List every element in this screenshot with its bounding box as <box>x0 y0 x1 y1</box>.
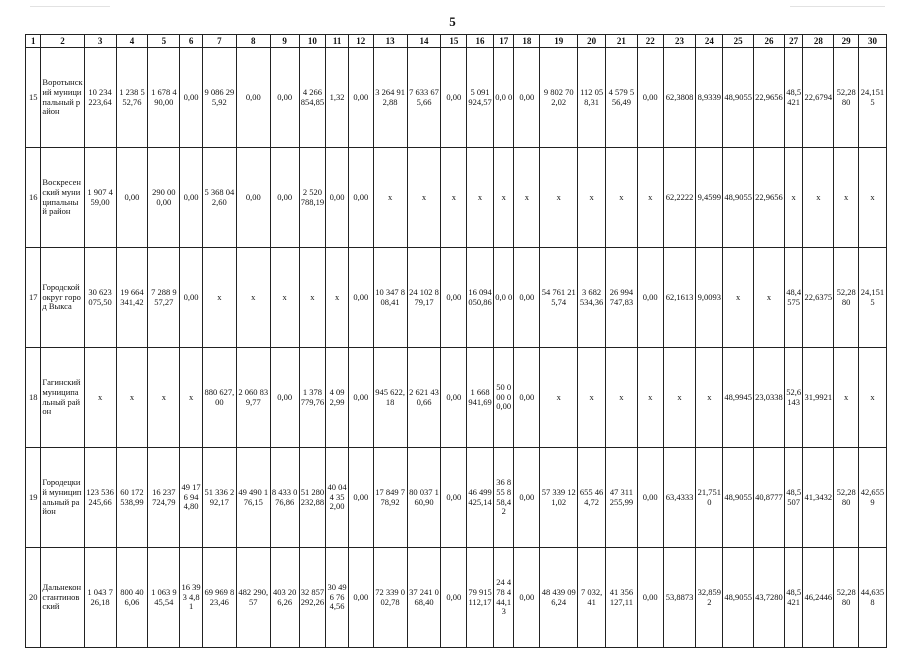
value-cell: 4 579 556,49 <box>605 48 637 148</box>
value-cell: 57 339 121,02 <box>540 448 578 548</box>
data-table <box>25 34 887 648</box>
value-cell: x <box>605 348 637 448</box>
value-cell: 0,00 <box>514 548 540 648</box>
value-cell: 0,00 <box>348 548 373 648</box>
column-number-cell: 7 <box>202 35 236 48</box>
value-cell: 10 234 223,64 <box>84 48 116 148</box>
value-cell: x <box>605 148 637 248</box>
value-cell: 48,9055 <box>723 148 754 248</box>
value-cell: x <box>540 348 578 448</box>
value-cell: 7 633 675,66 <box>407 48 441 148</box>
value-cell: 48 439 096,24 <box>540 548 578 648</box>
value-cell: 0,00 <box>236 148 270 248</box>
value-cell: 0,00 <box>441 348 467 448</box>
value-cell: x <box>696 348 723 448</box>
value-cell: 22,9656 <box>754 48 785 148</box>
value-cell: 26 994 747,83 <box>605 248 637 348</box>
value-cell: 4 266 854,85 <box>299 48 326 148</box>
value-cell: 10 347 808,41 <box>373 248 407 348</box>
value-cell: x <box>202 248 236 348</box>
value-cell: 1 378 779,76 <box>299 348 326 448</box>
column-number-cell: 29 <box>834 35 859 48</box>
column-number-cell: 13 <box>373 35 407 48</box>
value-cell: 1 907 459,00 <box>84 148 116 248</box>
row-number-cell: 19 <box>26 448 41 548</box>
value-cell: 63,4333 <box>663 448 696 548</box>
column-number-row <box>26 35 887 48</box>
value-cell: 0,00 <box>637 448 663 548</box>
value-cell: 3 264 912,88 <box>373 48 407 148</box>
column-number-cell: 24 <box>696 35 723 48</box>
column-number-cell: 15 <box>441 35 467 48</box>
value-cell: 21,7510 <box>696 448 723 548</box>
column-number-cell: 12 <box>348 35 373 48</box>
value-cell: 49 490 176,15 <box>236 448 270 548</box>
value-cell: 31,9921 <box>803 348 834 448</box>
value-cell: 23,0338 <box>754 348 785 448</box>
value-cell: 36 855 858,42 <box>493 448 514 548</box>
value-cell: 123 536 245,66 <box>84 448 116 548</box>
value-cell: 0,00 <box>441 248 467 348</box>
municipality-name-cell: Воскресенский муниципальный район <box>41 148 84 248</box>
value-cell: 49 176 944,80 <box>180 448 203 548</box>
value-cell: 52,6143 <box>784 348 803 448</box>
value-cell: 22,6794 <box>803 48 834 148</box>
value-cell: 1 043 726,18 <box>84 548 116 648</box>
column-number-cell: 22 <box>637 35 663 48</box>
value-cell: 32,8592 <box>696 548 723 648</box>
column-number-cell: 25 <box>723 35 754 48</box>
value-cell: 48,5421 <box>784 548 803 648</box>
column-number-cell: 30 <box>858 35 886 48</box>
value-cell: 48,9055 <box>723 548 754 648</box>
value-cell: 17 849 778,92 <box>373 448 407 548</box>
value-cell: 0,00 <box>270 148 299 248</box>
value-cell: 52,2880 <box>834 548 859 648</box>
value-cell: x <box>834 148 859 248</box>
column-number-cell: 11 <box>326 35 349 48</box>
municipality-name-cell: Городецкий муниципальный район <box>41 448 84 548</box>
value-cell: 8,9339 <box>696 48 723 148</box>
value-cell: 43,7280 <box>754 548 785 648</box>
value-cell: 8 433 076,86 <box>270 448 299 548</box>
value-cell: 0,00 <box>514 48 540 148</box>
table-row <box>26 48 887 148</box>
table-body <box>26 35 887 648</box>
value-cell: 800 406,06 <box>116 548 148 648</box>
value-cell: x <box>637 148 663 248</box>
value-cell: 62,3808 <box>663 48 696 148</box>
column-number-cell: 21 <box>605 35 637 48</box>
value-cell: x <box>270 248 299 348</box>
value-cell: 54 761 215,74 <box>540 248 578 348</box>
value-cell: 79 915 112,17 <box>467 548 494 648</box>
column-number-cell: 14 <box>407 35 441 48</box>
row-number-cell: 17 <box>26 248 41 348</box>
column-number-cell: 9 <box>270 35 299 48</box>
value-cell: 0,00 <box>348 148 373 248</box>
value-cell: 0,00 <box>180 48 203 148</box>
column-number-cell: 4 <box>116 35 148 48</box>
value-cell: 1 238 552,76 <box>116 48 148 148</box>
value-cell: 48,9055 <box>723 448 754 548</box>
value-cell: x <box>834 348 859 448</box>
value-cell: 16 393 4,81 <box>180 548 203 648</box>
row-number-cell: 20 <box>26 548 41 648</box>
value-cell: x <box>236 248 270 348</box>
value-cell: 290 000,00 <box>148 148 180 248</box>
value-cell: x <box>663 348 696 448</box>
value-cell: 112 058,31 <box>578 48 606 148</box>
value-cell: 0,00 <box>270 48 299 148</box>
row-number-cell: 16 <box>26 148 41 248</box>
value-cell: 0,00 <box>514 448 540 548</box>
value-cell: 9,4599 <box>696 148 723 248</box>
value-cell: 0,00 <box>637 48 663 148</box>
value-cell: 47 311 255,99 <box>605 448 637 548</box>
column-number-cell: 5 <box>148 35 180 48</box>
value-cell: x <box>84 348 116 448</box>
value-cell: x <box>326 248 349 348</box>
value-cell: 0,0 0 <box>493 48 514 148</box>
value-cell: 0,00 <box>348 348 373 448</box>
value-cell: 2 520 788,19 <box>299 148 326 248</box>
value-cell: 5 368 042,60 <box>202 148 236 248</box>
value-cell: 0,00 <box>441 48 467 148</box>
value-cell: 24 478 444,13 <box>493 548 514 648</box>
top-edge-rule-left <box>30 6 110 7</box>
value-cell: 72 339 002,78 <box>373 548 407 648</box>
value-cell: 0,00 <box>514 248 540 348</box>
row-number-cell: 15 <box>26 48 41 148</box>
value-cell: 7 288 957,27 <box>148 248 180 348</box>
value-cell: 1,32 <box>326 48 349 148</box>
column-number-cell: 6 <box>180 35 203 48</box>
value-cell: 40 044 352,00 <box>326 448 349 548</box>
value-cell: 40,8777 <box>754 448 785 548</box>
value-cell: 655 464,72 <box>578 448 606 548</box>
value-cell: 1 678 490,00 <box>148 48 180 148</box>
value-cell: 0,00 <box>348 448 373 548</box>
value-cell: x <box>299 248 326 348</box>
value-cell: 51 336 292,17 <box>202 448 236 548</box>
value-cell: x <box>373 148 407 248</box>
row-number-cell: 18 <box>26 348 41 448</box>
value-cell: 24 102 879,17 <box>407 248 441 348</box>
column-number-cell: 17 <box>493 35 514 48</box>
table-row <box>26 248 887 348</box>
value-cell: 0,0 0 <box>493 248 514 348</box>
value-cell: x <box>578 148 606 248</box>
value-cell: 37 241 068,40 <box>407 548 441 648</box>
value-cell: 403 206,26 <box>270 548 299 648</box>
value-cell: 2 060 839,77 <box>236 348 270 448</box>
column-number-cell: 16 <box>467 35 494 48</box>
value-cell: 48,5507 <box>784 448 803 548</box>
value-cell: 19 664 341,42 <box>116 248 148 348</box>
value-cell: 0,00 <box>180 148 203 248</box>
table-row <box>26 448 887 548</box>
value-cell: x <box>514 148 540 248</box>
value-cell: 0,00 <box>236 48 270 148</box>
table-row <box>26 348 887 448</box>
value-cell: 46,2446 <box>803 548 834 648</box>
value-cell: 3 682 534,36 <box>578 248 606 348</box>
value-cell: x <box>148 348 180 448</box>
value-cell: 60 172 538,99 <box>116 448 148 548</box>
value-cell: x <box>540 148 578 248</box>
column-number-cell: 19 <box>540 35 578 48</box>
value-cell: 482 290,57 <box>236 548 270 648</box>
value-cell: 52,2880 <box>834 448 859 548</box>
value-cell: 52,2880 <box>834 48 859 148</box>
value-cell: x <box>723 248 754 348</box>
value-cell: 4 092,99 <box>326 348 349 448</box>
value-cell: 0,00 <box>116 148 148 248</box>
column-number-cell: 28 <box>803 35 834 48</box>
municipality-name-cell: Дальнеконстантиновский <box>41 548 84 648</box>
value-cell: x <box>180 348 203 448</box>
value-cell: 46 499 425,14 <box>467 448 494 548</box>
value-cell: 9,0093 <box>696 248 723 348</box>
value-cell: 22,9656 <box>754 148 785 248</box>
value-cell: 0,00 <box>441 448 467 548</box>
value-cell: 51 280 232,88 <box>299 448 326 548</box>
column-number-cell: 8 <box>236 35 270 48</box>
value-cell: 24,1515 <box>858 48 886 148</box>
value-cell: x <box>578 348 606 448</box>
value-cell: 0,00 <box>180 248 203 348</box>
value-cell: 1 668 941,69 <box>467 348 494 448</box>
value-cell: 48,5421 <box>784 48 803 148</box>
value-cell: 52,2880 <box>834 248 859 348</box>
value-cell: 44,6358 <box>858 548 886 648</box>
value-cell: 80 037 160,90 <box>407 448 441 548</box>
value-cell: 0,00 <box>326 148 349 248</box>
top-edge-rule-right <box>790 6 885 7</box>
value-cell: 48,4575 <box>784 248 803 348</box>
value-cell: 0,00 <box>270 348 299 448</box>
value-cell: x <box>467 148 494 248</box>
value-cell: 62,2222 <box>663 148 696 248</box>
column-number-cell: 1 <box>26 35 41 48</box>
column-number-cell: 26 <box>754 35 785 48</box>
value-cell: x <box>407 148 441 248</box>
value-cell: x <box>441 148 467 248</box>
value-cell: 16 237 724,79 <box>148 448 180 548</box>
value-cell: 0,00 <box>514 348 540 448</box>
value-cell: x <box>637 348 663 448</box>
value-cell: 53,8873 <box>663 548 696 648</box>
value-cell: 5 091 924,57 <box>467 48 494 148</box>
value-cell: 48,9945 <box>723 348 754 448</box>
municipality-name-cell: Воротынский муниципальный район <box>41 48 84 148</box>
value-cell: 0,00 <box>441 548 467 648</box>
column-number-cell: 10 <box>299 35 326 48</box>
column-number-cell: 18 <box>514 35 540 48</box>
column-number-cell: 23 <box>663 35 696 48</box>
value-cell: x <box>116 348 148 448</box>
page-number: 5 <box>449 14 456 29</box>
value-cell: x <box>754 248 785 348</box>
table-row <box>26 148 887 248</box>
value-cell: x <box>803 148 834 248</box>
value-cell: x <box>784 148 803 248</box>
value-cell: 50 000 00,00 <box>493 348 514 448</box>
column-number-cell: 3 <box>84 35 116 48</box>
value-cell: 7 032,41 <box>578 548 606 648</box>
value-cell: 16 094 050,86 <box>467 248 494 348</box>
value-cell: 0,00 <box>348 48 373 148</box>
value-cell: 62,1613 <box>663 248 696 348</box>
value-cell: 24,1515 <box>858 248 886 348</box>
value-cell: 48,9055 <box>723 48 754 148</box>
value-cell: 0,00 <box>637 548 663 648</box>
value-cell: 69 969 823,46 <box>202 548 236 648</box>
value-cell: x <box>493 148 514 248</box>
value-cell: 1 063 945,54 <box>148 548 180 648</box>
column-number-cell: 20 <box>578 35 606 48</box>
value-cell: 2 621 430,66 <box>407 348 441 448</box>
value-cell: 32 857 292,26 <box>299 548 326 648</box>
value-cell: 41,3432 <box>803 448 834 548</box>
municipality-name-cell: Городской округ город Выкса <box>41 248 84 348</box>
value-cell: 42,6559 <box>858 448 886 548</box>
value-cell: 22,6375 <box>803 248 834 348</box>
value-cell: 9 086 295,92 <box>202 48 236 148</box>
column-number-cell: 2 <box>41 35 84 48</box>
value-cell: x <box>858 348 886 448</box>
value-cell: 41 356 127,11 <box>605 548 637 648</box>
value-cell: 30 623 075,50 <box>84 248 116 348</box>
value-cell: x <box>858 148 886 248</box>
value-cell: 9 802 702,02 <box>540 48 578 148</box>
value-cell: 880 627,00 <box>202 348 236 448</box>
column-number-cell: 27 <box>784 35 803 48</box>
value-cell: 945 622,18 <box>373 348 407 448</box>
value-cell: 0,00 <box>637 248 663 348</box>
municipality-name-cell: Гагинский муниципальный район <box>41 348 84 448</box>
value-cell: 0,00 <box>348 248 373 348</box>
value-cell: 30 496 764,56 <box>326 548 349 648</box>
table-row <box>26 548 887 648</box>
